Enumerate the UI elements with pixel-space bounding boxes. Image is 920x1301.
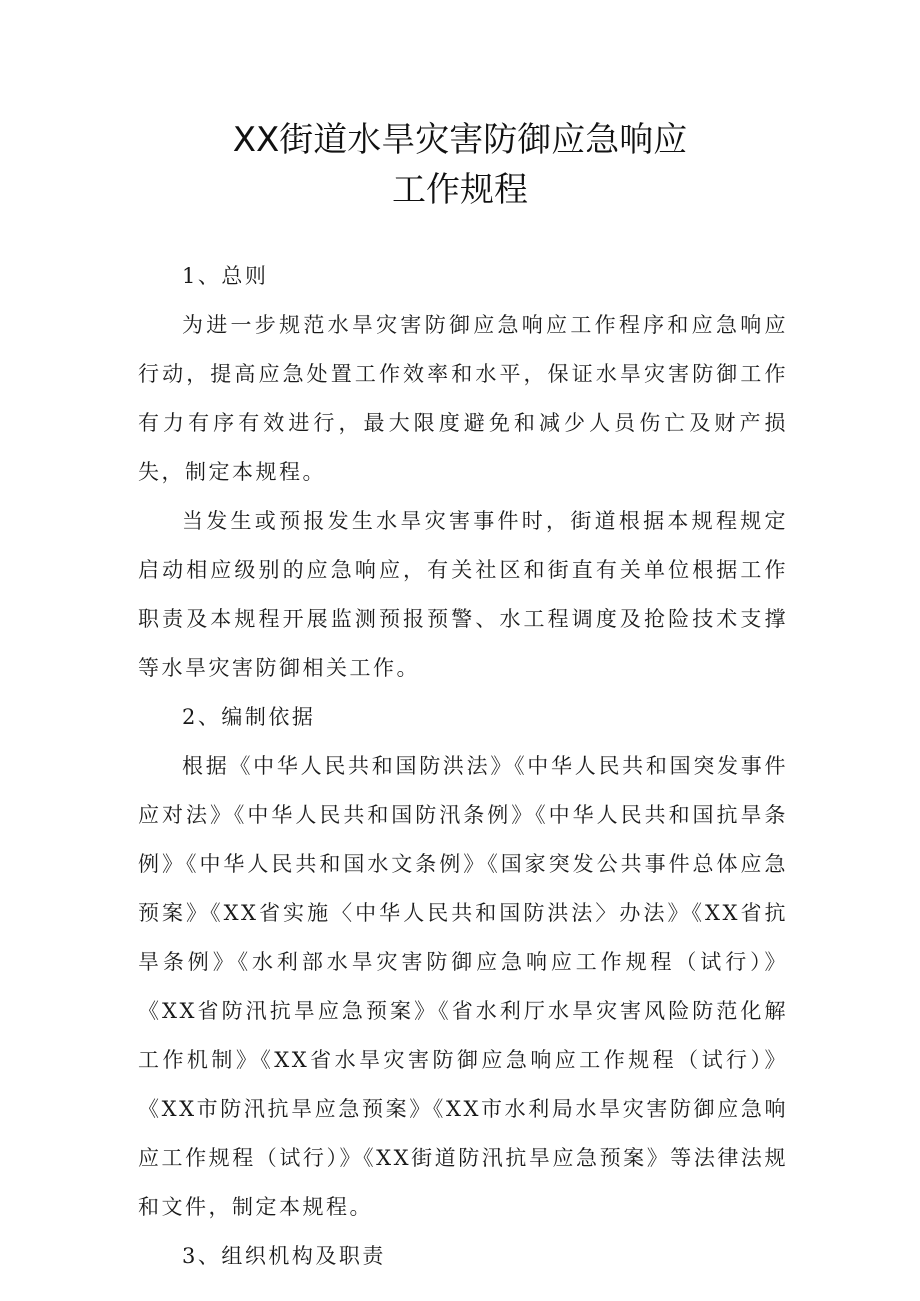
document-title-line-1: XX街道水旱灾害防御应急响应 — [232, 120, 688, 160]
section-heading-organization: 3、组织机构及职责 — [182, 1244, 386, 1268]
paragraph-response-trigger: 当发生或预报发生水旱灾害事件时，街道根据本规程规定启动相应级别的应急响应，有关社区和街直有关单位根据工作职责及本规程开展监测预报预警、水工程调度及抢险技术支撑等水旱灾害防御相关工作。 — [138, 509, 788, 680]
paragraph-legal-basis: 根据《中华人民共和国防洪法》《中华人民共和国突发事件应对法》《中华人民共和国防汛条例》《中华人民共和国抗旱条例》《中华人民共和国水文条例》《国家突发公共事件总体应急预案》《XX省实施〈中华人民共和国防洪法〉办法》《XX省抗旱条例》《水利部水旱灾害防御应急响应工作规程（试行）》《XX省防汛抗旱应急预案》《省水利厅水旱灾害风险防范化解工作机制》《XX省水旱灾害防御应急响应工作规程（试行）》《XX市防汛抗旱应急预案》《XX市水利局水旱灾害防御应急响应工作规程（试行）》《XX街道防汛抗旱应急预案》等法律法规和文件，制定本规程。 — [138, 754, 788, 1219]
document-body — [138, 252, 788, 1281]
paragraph-purpose: 为进一步规范水旱灾害防御应急响应工作程序和应急响应行动，提高应急处置工作效率和水平，保证水旱灾害防御工作有力有序有效进行，最大限度避免和减少人员伤亡及财产损失，制定本规程。 — [138, 313, 788, 484]
section-heading-general: 1、总则 — [182, 264, 269, 288]
document-title-line-2: 工作规程 — [392, 170, 528, 210]
section-heading-basis: 2、编制依据 — [182, 705, 316, 729]
